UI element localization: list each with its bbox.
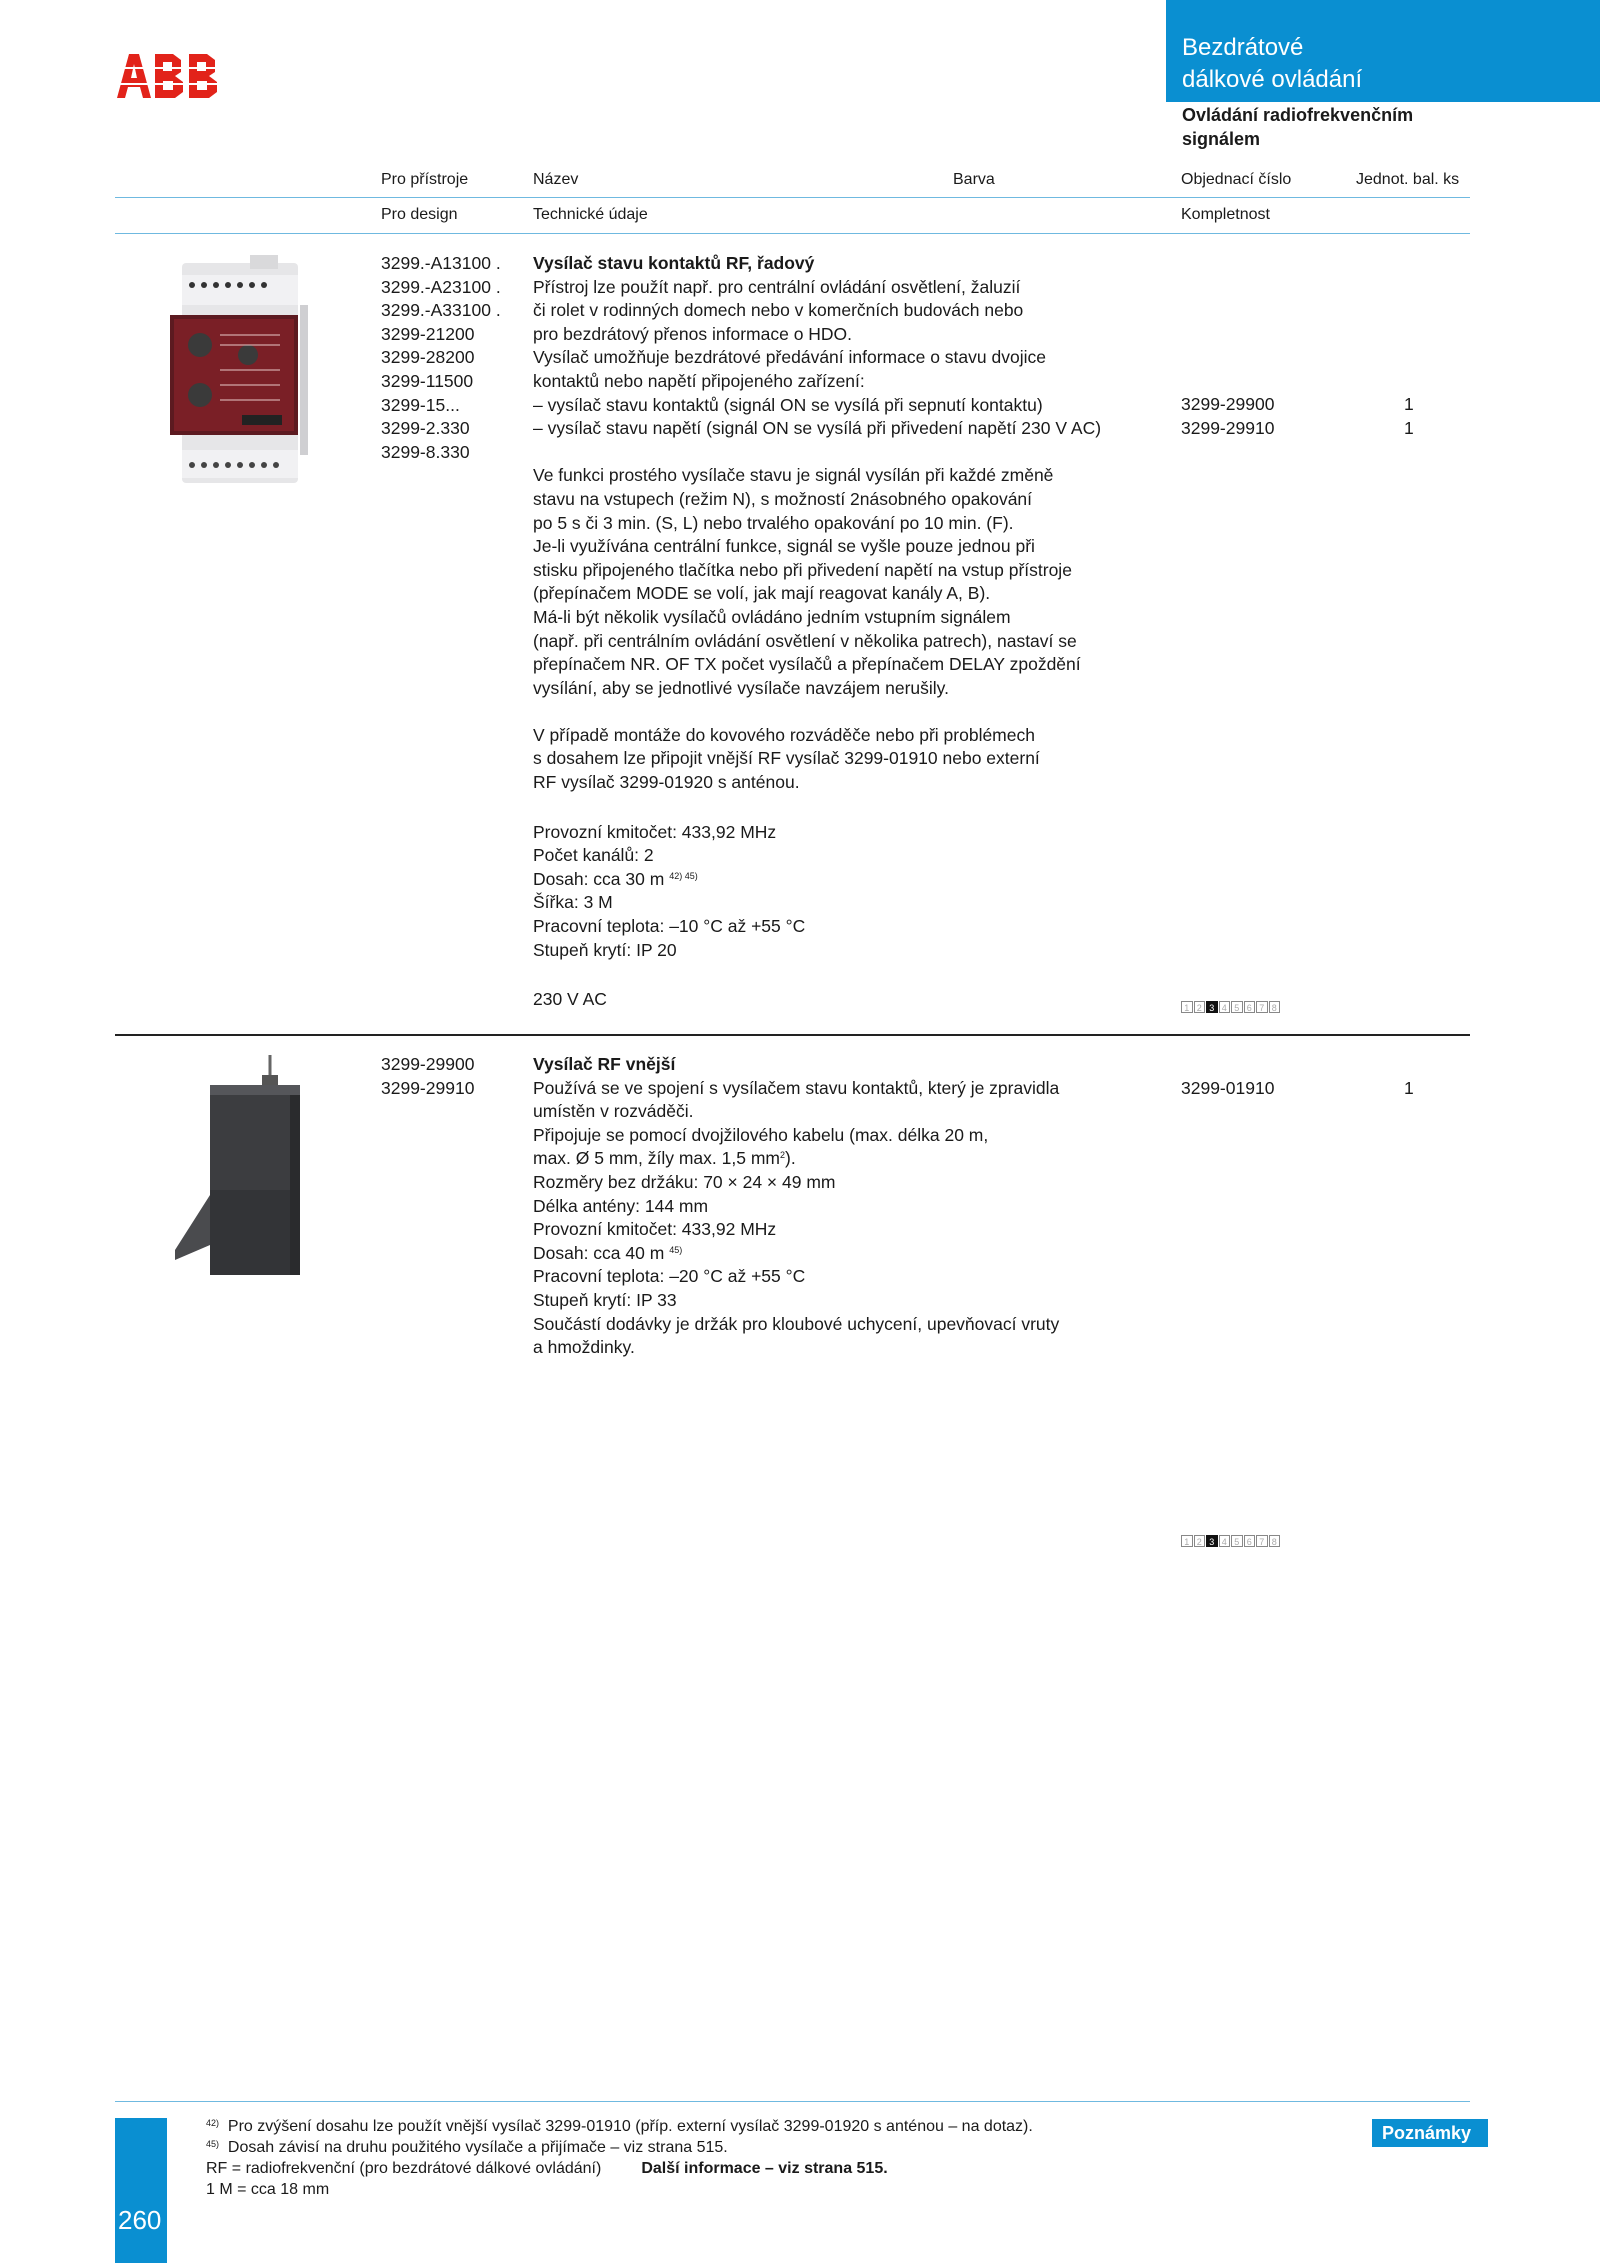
header-divider-bottom <box>115 233 1470 234</box>
page-number: 260 <box>118 2205 162 2235</box>
product2-line: Stupeň krytí: IP 33 <box>533 1289 677 1310</box>
product1-intro-line: Přístroj lze použít např. pro centrální ovládání osvětlení, žaluzií <box>533 276 1021 297</box>
product2-line: Rozměry bez držáku: 70 × 24 × 49 mm <box>533 1171 836 1192</box>
hdr-pro-design: Pro design <box>381 206 458 223</box>
product2-completeness <box>1181 1535 1281 1547</box>
footer-divider <box>115 2101 1470 2102</box>
product2-line: Pracovní teplota: –20 °C až +55 °C <box>533 1266 806 1287</box>
product1-spec-range-note: 42) 45) <box>669 870 698 881</box>
completeness-cell: 8 <box>1269 1535 1281 1547</box>
completeness-cell: 1 <box>1181 1001 1193 1013</box>
product1-para2-line: V případě montáže do kovového rozváděče nebo při problémech <box>533 724 1035 745</box>
product1-para2-line: RF vysílač 3299-01920 s anténou. <box>533 772 800 793</box>
hdr-pro-pristroje: Pro přístroje <box>381 171 469 188</box>
product2-line: Provozní kmitočet: 433,92 MHz <box>533 1219 777 1240</box>
completeness-cell: 6 <box>1244 1535 1256 1547</box>
footnote-module: 1 M = cca 18 mm <box>206 2181 330 2198</box>
completeness-cell: 7 <box>1256 1001 1268 1013</box>
product1-code: 3299-8.330 <box>381 441 470 462</box>
product1-para1-line: po 5 s či 3 min. (S, L) nebo trvalého opakování po 10 min. (F). <box>533 512 1014 533</box>
product1-para1-line: přepínačem NR. OF TX počet vysílačů a přepínačem DELAY zpoždění <box>533 654 1081 675</box>
product2-line: Délka antény: 144 mm <box>533 1195 709 1216</box>
completeness-cell: 2 <box>1194 1001 1206 1013</box>
category-subtitle <box>1182 103 1582 151</box>
product2-description <box>533 1053 1153 1360</box>
product1-intro-line: pro bezdrátový přenos informace o HDO. <box>533 323 853 344</box>
product1-order-1: 3299-29900 <box>1181 394 1275 414</box>
product1-codes <box>381 252 531 464</box>
hdr-objednaci: Objednací číslo <box>1181 171 1292 188</box>
product1-para1-line: vysílání, aby se jednotlivé vysílače navzájem nerušily. <box>533 677 949 698</box>
completeness-cell: 6 <box>1244 1001 1256 1013</box>
product1-spec-channels: Počet kanálů: 2 <box>533 845 654 866</box>
notes-label: Poznámky <box>1372 2119 1488 2147</box>
hdr-nazev: Název <box>533 171 579 188</box>
product1-spec-ip: Stupeň krytí: IP 20 <box>533 939 677 960</box>
product1-para1-line: stisku připojeného tlačítka nebo při přivedení napětí na vstup přístroje <box>533 559 1072 580</box>
hdr-kompletnost: Kompletnost <box>1181 206 1270 223</box>
product2-qty: 1 <box>1404 1078 1414 1098</box>
completeness-cell: 5 <box>1231 1535 1243 1547</box>
product1-qty-2: 1 <box>1404 418 1414 438</box>
product1-voltage: 230 V AC <box>533 989 607 1010</box>
footnote-42-text: Pro zvýšení dosahu lze použít vnější vysílač 3299-01910 (příp. externí vysílač 3299-01920 s anténou – na dotaz). <box>227 2118 1033 2135</box>
product1-title: Vysílač stavu kontaktů RF, řadový <box>533 253 815 273</box>
product1-para1-line: (přepínačem MODE se volí, jak mají reagovat kanály A, B). <box>533 583 991 604</box>
product1-intro-line: či rolet v rodinných domech nebo v komerčních budovách nebo <box>533 300 1024 321</box>
product2-line: Součástí dodávky je držák pro kloubové uchycení, upevňovací vruty <box>533 1313 1060 1334</box>
completeness-cell: 2 <box>1194 1535 1206 1547</box>
product2-order: 3299-01910 <box>1181 1078 1275 1098</box>
category-title-line1: Bezdrátové <box>1182 34 1304 61</box>
category-subtitle-line2: signálem <box>1182 129 1261 149</box>
product2-line: a hmoždinky. <box>533 1337 635 1358</box>
product2-line-text: max. Ø 5 mm, žíly max. 1,5 mm <box>533 1148 780 1169</box>
product1-code: 3299-21200 <box>381 323 475 344</box>
product2-line-text: ). <box>785 1148 796 1169</box>
product2-code: 3299-29910 <box>381 1077 475 1098</box>
product1-para2-line: s dosahem lze připojit vnější RF vysílač 3299-01910 nebo externí <box>533 748 1040 769</box>
product1-intro-line: kontaktů nebo napětí připojeného zařízení: <box>533 370 865 391</box>
product1-code: 3299-28200 <box>381 347 475 368</box>
category-subtitle-line1: Ovládání radiofrekvenčním <box>1182 105 1414 125</box>
completeness-cell: 4 <box>1219 1001 1231 1013</box>
footnote-42-number: 42) <box>206 2118 220 2128</box>
product1-code: 3299-2.330 <box>381 418 470 439</box>
product1-code: 3299.-A13100 . <box>381 253 501 273</box>
product1-spec-range-text: Dosah: cca 30 m <box>533 868 665 889</box>
hdr-jednot: Jednot. bal. ks <box>1356 171 1460 188</box>
hdr-technicke: Technické údaje <box>533 206 648 223</box>
product1-variant-text: – vysílač stavu kontaktů (signál ON se vysílá při sepnutí kontaktu) <box>533 394 1043 415</box>
product2-line <box>533 1242 1153 1266</box>
product1-spec-freq: Provozní kmitočet: 433,92 MHz <box>533 821 777 842</box>
completeness-cell-active: 3 <box>1206 1001 1218 1013</box>
product2-line: Používá se ve spojení s vysílačem stavu kontaktů, který je zpravidla <box>533 1077 1060 1098</box>
product1-code: 3299.-A33100 . <box>381 300 501 321</box>
category-title <box>1182 32 1582 96</box>
product1-para1-line: (např. při centrálním ovládání osvětlení v několika patrech), nastaví se <box>533 630 1077 651</box>
footnotes <box>206 2116 1356 2200</box>
page-number-bar <box>115 2118 167 2263</box>
product2-code: 3299-29900 <box>381 1054 475 1074</box>
product1-qty-1: 1 <box>1404 394 1414 414</box>
header-divider-top <box>115 197 1470 198</box>
completeness-cell-active: 3 <box>1206 1535 1218 1547</box>
product1-code: 3299-11500 <box>381 370 474 391</box>
product1-spec-width: Šířka: 3 M <box>533 892 613 913</box>
completeness-cell: 1 <box>1181 1535 1193 1547</box>
footnote-rf-text: RF = radiofrekvenční (pro bezdrátové dálkové ovládání) <box>206 2160 602 2177</box>
product2-line-text: Dosah: cca 40 m <box>533 1242 665 1263</box>
completeness-cell: 5 <box>1231 1001 1243 1013</box>
category-title-line2: dálkové ovládání <box>1182 66 1363 93</box>
product1-para1-line: Ve funkci prostého vysílače stavu je signál vysílán při každé změně <box>533 465 1054 486</box>
completeness-cell: 8 <box>1269 1001 1281 1013</box>
product1-spec-range <box>533 868 1153 892</box>
more-info-link: Další informace – viz strana 515. <box>641 2160 888 2177</box>
product1-para1-line: Má-li být několik vysílačů ovládáno jedním vstupním signálem <box>533 606 1011 627</box>
product1-description <box>533 252 1153 1012</box>
footnote-45 <box>206 2137 1356 2158</box>
footnote-45-text: Dosah závisí na druhu použitého vysílače a přijímače – viz strana 515. <box>227 2139 728 2156</box>
product1-para1-line: stavu na vstupech (režim N), s možností 2násobného opakování <box>533 488 1033 509</box>
product2-line-note: 45) <box>669 1244 683 1255</box>
product2-line: umístěn v rozváděči. <box>533 1101 694 1122</box>
product2-line: Připojuje se pomocí dvojžilového kabelu (max. délka 20 m, <box>533 1124 989 1145</box>
footnote-rf <box>206 2158 1356 2179</box>
footnote-42 <box>206 2116 1356 2137</box>
product1-variant-text: – vysílač stavu napětí (signál ON se vysílá při přivedení napětí 230 V AC) <box>533 418 1102 439</box>
footnote-45-number: 45) <box>206 2139 220 2149</box>
hdr-barva: Barva <box>953 171 995 188</box>
product1-code: 3299.-A23100 . <box>381 276 501 297</box>
product2-line-sup: 2 <box>779 1150 785 1161</box>
completeness-cell: 7 <box>1256 1535 1268 1547</box>
product1-intro-line: Vysílač umožňuje bezdrátové předávání informace o stavu dvojice <box>533 347 1046 368</box>
product2-title: Vysílač RF vnější <box>533 1054 676 1074</box>
product1-para1-line: Je-li využívána centrální funkce, signál se vyšle pouze jednou při <box>533 536 1035 557</box>
product2-line <box>533 1147 1153 1171</box>
product1-spec-temp: Pracovní teplota: –10 °C až +55 °C <box>533 916 806 937</box>
abb-logo <box>115 52 225 100</box>
section-divider <box>115 1034 1470 1036</box>
product1-code: 3299-15... <box>381 394 460 415</box>
product1-order-2: 3299-29910 <box>1181 418 1275 438</box>
din-rail-transmitter-image <box>170 255 310 485</box>
external-rf-transmitter-image <box>170 1055 310 1290</box>
completeness-cell: 4 <box>1219 1535 1231 1547</box>
product2-codes <box>381 1053 531 1100</box>
product1-completeness <box>1181 1001 1281 1013</box>
